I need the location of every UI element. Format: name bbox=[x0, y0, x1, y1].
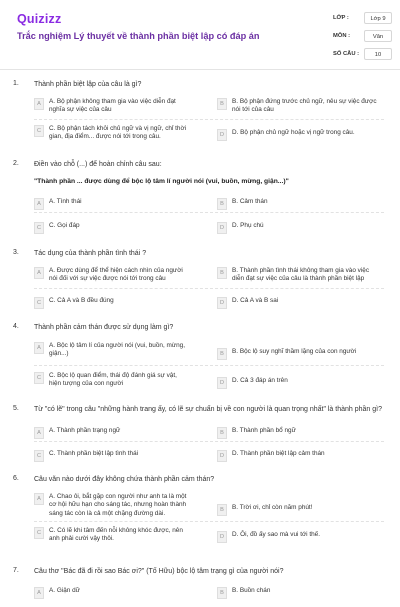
option-text: D. Cả 3 đáp án trên bbox=[232, 377, 288, 384]
option-letter: A bbox=[34, 342, 44, 354]
option-divider bbox=[34, 288, 384, 289]
option-letter: D bbox=[217, 531, 227, 543]
option-text: B. Trời ơi, chỉ còn năm phút! bbox=[232, 504, 313, 511]
option-text: A. Được dùng để thể hiện cách nhìn của người nói đối với sự việc được nói tới trong câu bbox=[49, 267, 183, 283]
option-text: D. Thành phần biệt lập cảm thán bbox=[232, 450, 325, 457]
option-text: C. Có lẽ khi tâm đến nỗi không khóc được, nên anh phải cười vậy thôi. bbox=[49, 527, 183, 543]
quizizz-logo: Quizizz bbox=[17, 12, 62, 26]
question-quote: "Thành phần ... được dùng để bộc lộ tâm lí người nói (vui, buồn, mừng, giận...)" bbox=[34, 178, 289, 185]
quiz-title: Trắc nghiệm Lý thuyết về thành phần biệt lập có đáp án bbox=[17, 31, 260, 41]
option-text: C. Cả A và B đều đúng bbox=[49, 297, 114, 304]
question-number: 4. bbox=[13, 323, 19, 330]
question-number: 3. bbox=[13, 249, 19, 256]
subject-value: Văn bbox=[364, 30, 392, 42]
option-divider bbox=[34, 119, 384, 120]
option-text: B. Thành phần tình thái không tham gia vào việc diễn đạt sự việc của câu là thành phần biệt lập bbox=[232, 267, 370, 283]
option-text: B. Cảm thán bbox=[232, 198, 268, 205]
option-letter: D bbox=[217, 129, 227, 141]
option-letter: A bbox=[34, 493, 44, 505]
option-text: C. Bộ phận tách khỏi chủ ngữ và vị ngữ, chỉ thời gian, địa điểm... được nói tới trong câu. bbox=[49, 125, 187, 141]
option-divider bbox=[34, 521, 384, 522]
meta-row-grade bbox=[333, 10, 393, 28]
option-text: C. Thành phần biệt lập tình thái bbox=[49, 450, 139, 457]
grade-label: LỚP : bbox=[333, 15, 349, 21]
option-text: A. Tình thái bbox=[49, 198, 82, 205]
option-text: B. Bộc lộ suy nghĩ thầm lặng của con người bbox=[232, 348, 357, 355]
option-text: D. Bộ phận chủ ngữ hoặc vị ngữ trong câu. bbox=[232, 129, 355, 136]
option-letter: D bbox=[217, 297, 227, 309]
option-text: D. Cả A và B sai bbox=[232, 297, 279, 304]
question-number: 1. bbox=[13, 80, 19, 87]
question-number: 7. bbox=[13, 567, 19, 574]
question-number: 2. bbox=[13, 160, 19, 167]
option-letter: C bbox=[34, 297, 44, 309]
option-letter: D bbox=[217, 222, 227, 234]
option-letter: B bbox=[217, 427, 227, 439]
question-text: Thành phần biệt lập của câu là gì? bbox=[34, 81, 142, 88]
option-letter: B bbox=[217, 348, 227, 360]
header-divider bbox=[0, 69, 400, 70]
option-divider bbox=[34, 212, 384, 213]
question-text: Thành phần cảm thán được sử dụng làm gì? bbox=[34, 324, 174, 331]
question-text: Điền vào chỗ (...) để hoàn chỉnh câu sau: bbox=[34, 161, 162, 168]
option-text: A. Bộc lộ tâm lí của người nói (vui, buồn, mừng, giận...) bbox=[49, 342, 186, 358]
meta-row-subject bbox=[333, 28, 393, 46]
option-letter: B bbox=[217, 98, 227, 110]
question-number: 5. bbox=[13, 405, 19, 412]
option-text: C. Bộc lộ quan điểm, thái độ đánh giá sự vật, hiện tượng của con người bbox=[49, 372, 177, 388]
option-text: A. Bộ phận không tham gia vào việc diễn đạt nghĩa sự việc của câu bbox=[49, 98, 176, 114]
option-letter: B bbox=[217, 267, 227, 279]
question-number: 6. bbox=[13, 475, 19, 482]
option-letter: A bbox=[34, 198, 44, 210]
option-text: D. Ôi, đồ ấy sao mà vui tới thế. bbox=[232, 531, 321, 538]
option-text: D. Phụ chú bbox=[232, 222, 264, 229]
question-text: Từ "có lẽ" trong câu "những hành trang ấy, có lẽ sự chuẩn bị về con người là quan trọng nhất" là thành phần gì? bbox=[34, 406, 382, 413]
option-text: A. Giận dữ bbox=[49, 587, 80, 594]
option-divider bbox=[34, 365, 384, 366]
grade-value: Lớp 9 bbox=[364, 12, 392, 24]
option-letter: C bbox=[34, 125, 44, 137]
option-text: B. Thành phần bổ ngữ bbox=[232, 427, 296, 434]
question-text: Câu văn nào dưới đây không chứa thành phần cảm thán? bbox=[34, 476, 215, 483]
option-letter: B bbox=[217, 198, 227, 210]
question-text: Câu thơ "Bác đã đi rồi sao Bác ơi?" (Tố Hữu) bộc lộ tâm trạng gì của người nói? bbox=[34, 568, 284, 575]
question-count-value: 10 bbox=[364, 48, 392, 60]
subject-label: MÔN : bbox=[333, 33, 351, 39]
option-letter: D bbox=[217, 377, 227, 389]
option-letter: A bbox=[34, 98, 44, 110]
option-text: B. Bộ phận đứng trước chủ ngữ, nêu sự việc được nói tới của câu bbox=[232, 98, 377, 114]
option-letter: A bbox=[34, 427, 44, 439]
option-letter: D bbox=[217, 450, 227, 462]
option-letter: A bbox=[34, 267, 44, 279]
option-text: B. Buồn chán bbox=[232, 587, 271, 594]
option-text: A. Chao ôi, bắt gặp con người như anh ta là một cơ hội hữu hạn cho sáng tác, nhưng hoàn thành sáng tác còn là cả một chặng đường dài. bbox=[49, 493, 187, 517]
option-letter: B bbox=[217, 504, 227, 516]
option-letter: C bbox=[34, 222, 44, 234]
option-divider bbox=[34, 441, 384, 442]
option-text: A. Thành phần trạng ngữ bbox=[49, 427, 121, 434]
quiz-meta bbox=[333, 10, 393, 64]
option-letter: A bbox=[34, 587, 44, 599]
option-letter: C bbox=[34, 527, 44, 539]
option-letter: B bbox=[217, 587, 227, 599]
option-letter: C bbox=[34, 450, 44, 462]
option-text: C. Gọi đáp bbox=[49, 222, 80, 229]
meta-row-count bbox=[333, 46, 393, 64]
question-count-label: SỐ CÂU : bbox=[333, 51, 360, 57]
worksheet-header bbox=[0, 0, 400, 68]
question-text: Tác dụng của thành phần tình thái ? bbox=[34, 250, 147, 257]
option-letter: C bbox=[34, 372, 44, 384]
